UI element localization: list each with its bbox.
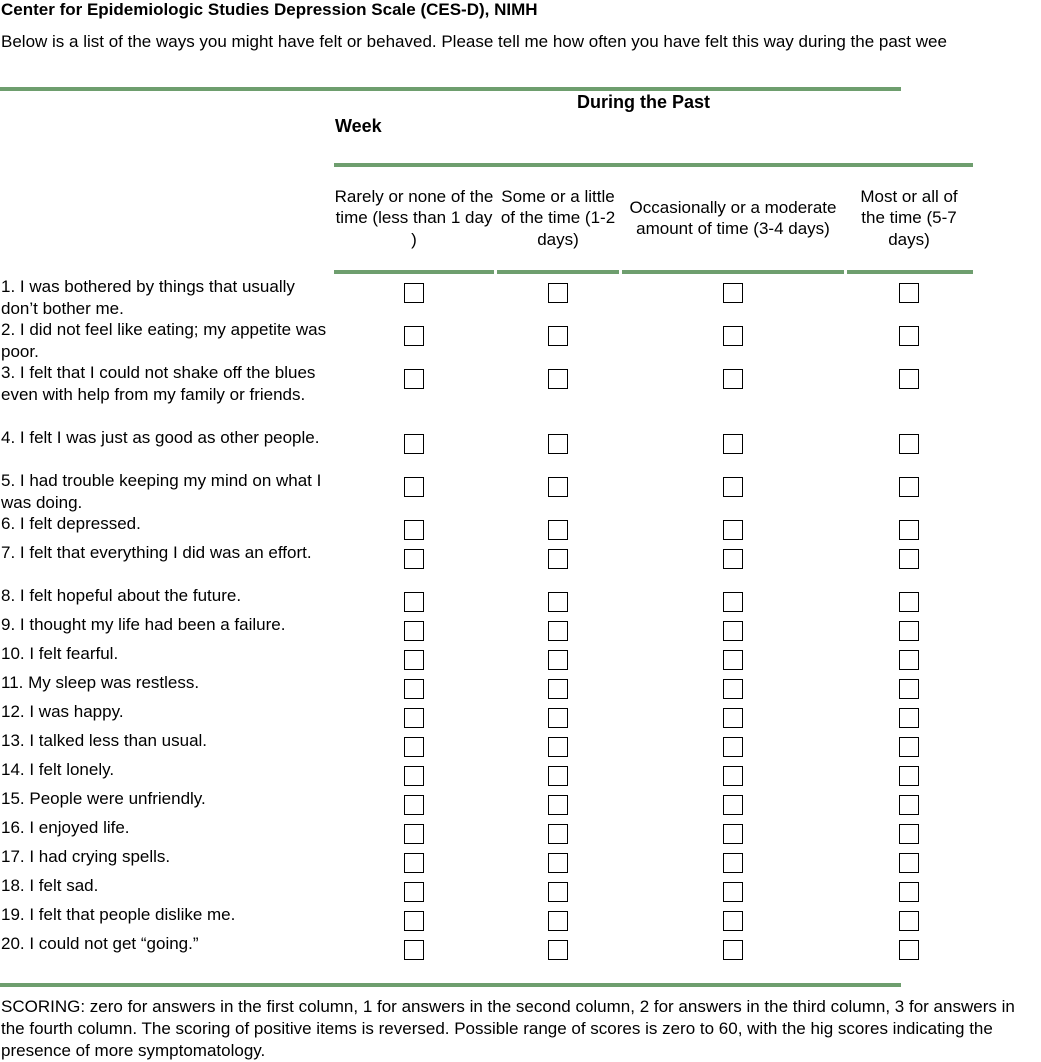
answer-checkbox[interactable] (548, 737, 568, 757)
answer-checkbox[interactable] (723, 283, 743, 303)
item-text: 13. I talked less than usual. (1, 731, 208, 750)
answer-checkbox[interactable] (899, 520, 919, 540)
answer-checkbox[interactable] (899, 434, 919, 454)
answer-checkbox[interactable] (548, 477, 568, 497)
answer-checkbox[interactable] (404, 795, 424, 815)
page-title: Center for Epidemiologic Studies Depression Scale (CES-D), NIMH (1, 0, 538, 19)
item-text: 5. I had trouble keeping my mind on what I was doing. (1, 471, 322, 512)
answer-checkbox[interactable] (548, 549, 568, 569)
answer-checkbox[interactable] (723, 940, 743, 960)
header-rule (334, 163, 973, 167)
answer-checkbox[interactable] (404, 326, 424, 346)
item-text: 4. I felt I was just as good as other people. (1, 428, 320, 447)
item-text: 16. I enjoyed life. (1, 818, 130, 837)
answer-checkbox[interactable] (723, 369, 743, 389)
answer-checkbox[interactable] (548, 592, 568, 612)
answer-checkbox[interactable] (404, 283, 424, 303)
answer-checkbox[interactable] (899, 795, 919, 815)
answer-checkbox[interactable] (548, 369, 568, 389)
answer-checkbox[interactable] (723, 434, 743, 454)
item-text: 2. I did not feel like eating; my appetite was poor. (1, 320, 327, 361)
answer-checkbox[interactable] (404, 708, 424, 728)
answer-checkbox[interactable] (723, 326, 743, 346)
answer-checkbox[interactable] (723, 621, 743, 641)
answer-checkbox[interactable] (723, 708, 743, 728)
answer-checkbox[interactable] (404, 853, 424, 873)
answer-checkbox[interactable] (723, 549, 743, 569)
instructions-text: Below is a list of the ways you might have felt or behaved. Please tell me how often you have felt this way during the past wee (1, 32, 947, 51)
item-text: 6. I felt depressed. (1, 514, 141, 533)
item-text: 17. I had crying spells. (1, 847, 171, 866)
column-rule (334, 270, 494, 274)
item-text: 20. I could not get “going.” (1, 934, 199, 953)
answer-checkbox[interactable] (548, 326, 568, 346)
answer-checkbox[interactable] (404, 549, 424, 569)
answer-checkbox[interactable] (899, 549, 919, 569)
top-rule (0, 87, 901, 91)
answer-checkbox[interactable] (548, 708, 568, 728)
bottom-rule (0, 983, 901, 987)
item-text: 15. People were unfriendly. (1, 789, 206, 808)
answer-checkbox[interactable] (723, 766, 743, 786)
column-header-occasionally: Occasionally or a moderate amount of time (3-4 days) (629, 197, 837, 238)
item-text: 12. I was happy. (1, 702, 124, 721)
answer-checkbox[interactable] (899, 650, 919, 670)
answer-checkbox[interactable] (404, 477, 424, 497)
item-text: 11. My sleep was restless. (1, 673, 200, 692)
answer-checkbox[interactable] (899, 679, 919, 699)
answer-checkbox[interactable] (723, 650, 743, 670)
answer-checkbox[interactable] (723, 911, 743, 931)
item-text: 9. I thought my life had been a failure. (1, 615, 286, 634)
answer-checkbox[interactable] (404, 824, 424, 844)
answer-checkbox[interactable] (723, 679, 743, 699)
item-text: 10. I felt fearful. (1, 644, 119, 663)
item-text: 18. I felt sad. (1, 876, 99, 895)
item-text: 19. I felt that people dislike me. (1, 905, 236, 924)
item-text: 7. I felt that everything I did was an effort. (1, 543, 312, 562)
answer-checkbox[interactable] (723, 853, 743, 873)
header-week: Week (335, 116, 382, 136)
answer-checkbox[interactable] (723, 520, 743, 540)
column-rule (622, 270, 844, 274)
answer-checkbox[interactable] (548, 853, 568, 873)
answer-checkbox[interactable] (548, 940, 568, 960)
answer-checkbox[interactable] (548, 766, 568, 786)
answer-checkbox[interactable] (548, 824, 568, 844)
item-text: 3. I felt that I could not shake off the blues even with help from my family or friends. (1, 363, 316, 404)
answer-checkbox[interactable] (548, 911, 568, 931)
answer-checkbox[interactable] (404, 592, 424, 612)
column-header-rarely: Rarely or none of the time (less than 1 day ) (334, 186, 494, 249)
answer-checkbox[interactable] (404, 434, 424, 454)
answer-checkbox[interactable] (899, 708, 919, 728)
answer-checkbox[interactable] (404, 737, 424, 757)
answer-checkbox[interactable] (899, 824, 919, 844)
answer-checkbox[interactable] (404, 911, 424, 931)
answer-checkbox[interactable] (899, 369, 919, 389)
answer-checkbox[interactable] (723, 824, 743, 844)
column-header-most: Most or all of the time (5-7 days) (860, 186, 958, 249)
answer-checkbox[interactable] (404, 621, 424, 641)
answer-checkbox[interactable] (899, 737, 919, 757)
column-rule (497, 270, 619, 274)
header-during-the-past: During the Past (577, 92, 711, 112)
answer-checkbox[interactable] (899, 477, 919, 497)
answer-checkbox[interactable] (899, 592, 919, 612)
answer-checkbox[interactable] (899, 911, 919, 931)
answer-checkbox[interactable] (723, 477, 743, 497)
answer-checkbox[interactable] (548, 520, 568, 540)
item-text: 14. I felt lonely. (1, 760, 115, 779)
answer-checkbox[interactable] (723, 737, 743, 757)
answer-checkbox[interactable] (404, 882, 424, 902)
answer-checkbox[interactable] (899, 882, 919, 902)
answer-checkbox[interactable] (548, 679, 568, 699)
answer-checkbox[interactable] (548, 882, 568, 902)
answer-checkbox[interactable] (899, 283, 919, 303)
answer-checkbox[interactable] (899, 326, 919, 346)
answer-checkbox[interactable] (404, 940, 424, 960)
answer-checkbox[interactable] (723, 882, 743, 902)
answer-checkbox[interactable] (548, 650, 568, 670)
answer-checkbox[interactable] (899, 940, 919, 960)
answer-checkbox[interactable] (404, 766, 424, 786)
answer-checkbox[interactable] (548, 434, 568, 454)
answer-checkbox[interactable] (899, 766, 919, 786)
answer-checkbox[interactable] (548, 283, 568, 303)
item-text: 8. I felt hopeful about the future. (1, 586, 242, 605)
answer-checkbox[interactable] (548, 795, 568, 815)
answer-checkbox[interactable] (899, 853, 919, 873)
item-text: 1. I was bothered by things that usually don’t bother me. (1, 277, 295, 318)
answer-checkbox[interactable] (723, 795, 743, 815)
answer-checkbox[interactable] (404, 679, 424, 699)
answer-checkbox[interactable] (404, 520, 424, 540)
scoring-text: SCORING: zero for answers in the first column, 1 for answers in the second column, 2 for answers in the third column, 3 for answers in the fourth column. The scoring of positive items is reversed. Possible range of scores is zero to 60, with the hig scores indicating the presence of more symptomatology. (1, 997, 1015, 1060)
column-rule (847, 270, 973, 274)
answer-checkbox[interactable] (899, 621, 919, 641)
answer-checkbox[interactable] (404, 650, 424, 670)
column-header-some: Some or a little of the time (1-2 days) (500, 186, 616, 249)
answer-checkbox[interactable] (723, 592, 743, 612)
answer-checkbox[interactable] (548, 621, 568, 641)
answer-checkbox[interactable] (404, 369, 424, 389)
